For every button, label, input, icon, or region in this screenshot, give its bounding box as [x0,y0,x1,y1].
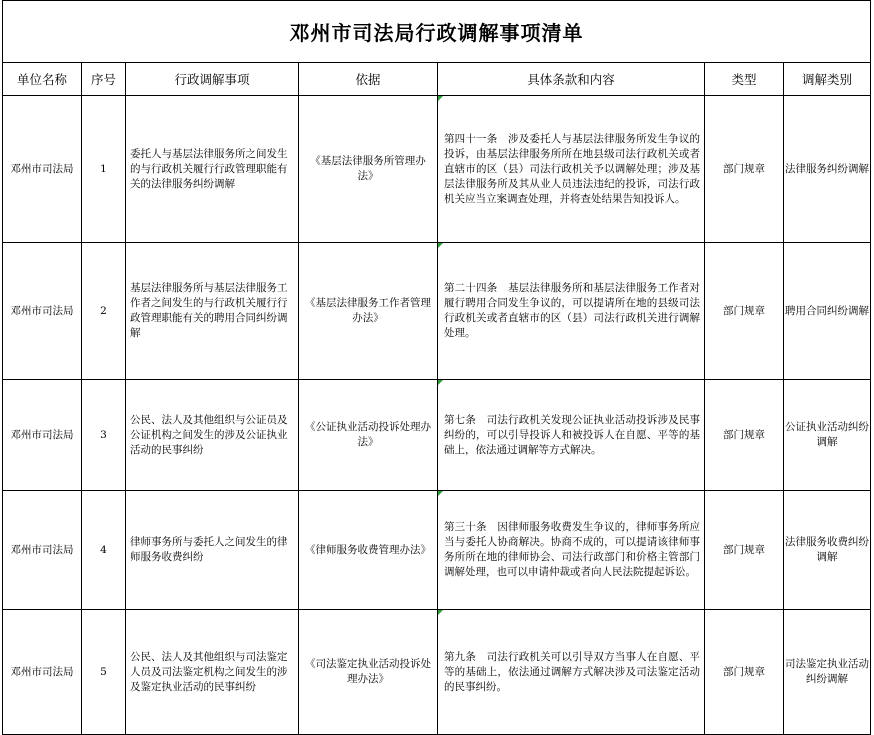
table-row [3,243,871,380]
comment-marker-icon [438,491,443,496]
comment-marker-icon [438,243,443,248]
cell-category[interactable]: 法律服务纠纷调解 [784,96,871,243]
table-row [3,380,871,491]
cell-content-text: 第九条 司法行政机关可以引导双方当事人在自愿、平等的基础上，依法通过调解方式解决涉及司法鉴定活动的民事纠纷。 [444,650,700,693]
cell-unit[interactable]: 邓州市司法局 [3,243,82,380]
header-basis[interactable]: 依据 [299,63,438,96]
cell-no[interactable]: 5 [82,610,126,735]
cell-content[interactable] [438,96,705,243]
cell-type[interactable]: 部门规章 [705,380,784,491]
cell-category[interactable]: 司法鉴定执业活动纠纷调解 [784,610,871,735]
cell-no[interactable]: 4 [82,491,126,610]
header-content[interactable]: 具体条款和内容 [438,63,705,96]
table-row [3,96,871,243]
sheet-title[interactable]: 邓州市司法局行政调解事项清单 [3,1,871,63]
cell-content[interactable] [438,243,705,380]
cell-matter[interactable]: 公民、法人及其他组织与司法鉴定人员及司法鉴定机构之间发生的涉及鉴定执业活动的民事纠纷 [126,610,299,735]
cell-unit[interactable]: 邓州市司法局 [3,610,82,735]
cell-content[interactable] [438,491,705,610]
cell-matter[interactable]: 基层法律服务所与基层法律服务工作者之间发生的与行政机关履行行政管理职能有关的聘用合同纠纷调解 [126,243,299,380]
cell-category[interactable]: 聘用合同纠纷调解 [784,243,871,380]
cell-category[interactable]: 公证执业活动纠纷调解 [784,380,871,491]
cell-basis[interactable]: 《司法鉴定执业活动投诉处理办法》 [299,610,438,735]
table-row [3,491,871,610]
cell-content[interactable] [438,380,705,491]
cell-type[interactable]: 部门规章 [705,243,784,380]
cell-category[interactable]: 法律服务收费纠纷调解 [784,491,871,610]
cell-content-text: 第二十四条 基层法律服务所和基层法律服务工作者对履行聘用合同发生争议的，可以提请所在地的县级司法行政机关或者直辖市的区（县）司法行政机关进行调解处理。 [444,282,700,339]
cell-type[interactable]: 部门规章 [705,491,784,610]
cell-content-text: 第七条 司法行政机关发现公证执业活动投诉涉及民事纠纷的，可以引导投诉人和被投诉人在自愿、平等的基础上，依法通过调解等方式解决。 [444,413,700,456]
cell-content[interactable] [438,610,705,735]
header-no[interactable]: 序号 [82,63,126,96]
comment-marker-icon [438,96,443,101]
cell-basis[interactable]: 《律师服务收费管理办法》 [299,491,438,610]
cell-content-text: 第四十一条 涉及委托人与基层法律服务所发生争议的投诉，由基层法律服务所所在地县级司法行政机关或者直辖市的区（县）司法行政机关予以调解处理；涉及基层法律服务所及其从业人员违法违纪的投诉，司法行政机关应当立案调查处理，并将查处结果告知投诉人。 [444,132,700,205]
header-row [3,63,871,96]
cell-matter[interactable]: 律师事务所与委托人之间发生的律师服务收费纠纷 [126,491,299,610]
comment-marker-icon [438,380,443,385]
header-type[interactable]: 类型 [705,63,784,96]
mediation-list-table [2,0,871,735]
header-matter[interactable]: 行政调解事项 [126,63,299,96]
spreadsheet [2,0,870,730]
header-unit[interactable]: 单位名称 [3,63,82,96]
cell-type[interactable]: 部门规章 [705,610,784,735]
cell-basis[interactable]: 《基层法律服务所管理办法》 [299,96,438,243]
cell-basis[interactable]: 《基层法律服务工作者管理办法》 [299,243,438,380]
cell-type[interactable]: 部门规章 [705,96,784,243]
cell-content-text: 第三十条 因律师服务收费发生争议的，律师事务所应当与委托人协商解决。协商不成的，可以提请该律师事务所所在地的律师协会、司法行政部门和价格主管部门调解处理，也可以申请仲裁或者向人民法院提起诉讼。 [444,521,700,578]
comment-marker-icon [438,610,443,615]
cell-matter[interactable]: 公民、法人及其他组织与公证员及公证机构之间发生的涉及公证执业活动的民事纠纷 [126,380,299,491]
cell-unit[interactable]: 邓州市司法局 [3,96,82,243]
cell-no[interactable]: 3 [82,380,126,491]
cell-basis[interactable]: 《公证执业活动投诉处理办法》 [299,380,438,491]
cell-no[interactable]: 1 [82,96,126,243]
cell-unit[interactable]: 邓州市司法局 [3,380,82,491]
cell-no[interactable]: 2 [82,243,126,380]
header-category[interactable]: 调解类别 [784,63,871,96]
table-row [3,610,871,735]
cell-matter[interactable]: 委托人与基层法律服务所之间发生的与行政机关履行行政管理职能有关的法律服务纠纷调解 [126,96,299,243]
cell-unit[interactable]: 邓州市司法局 [3,491,82,610]
